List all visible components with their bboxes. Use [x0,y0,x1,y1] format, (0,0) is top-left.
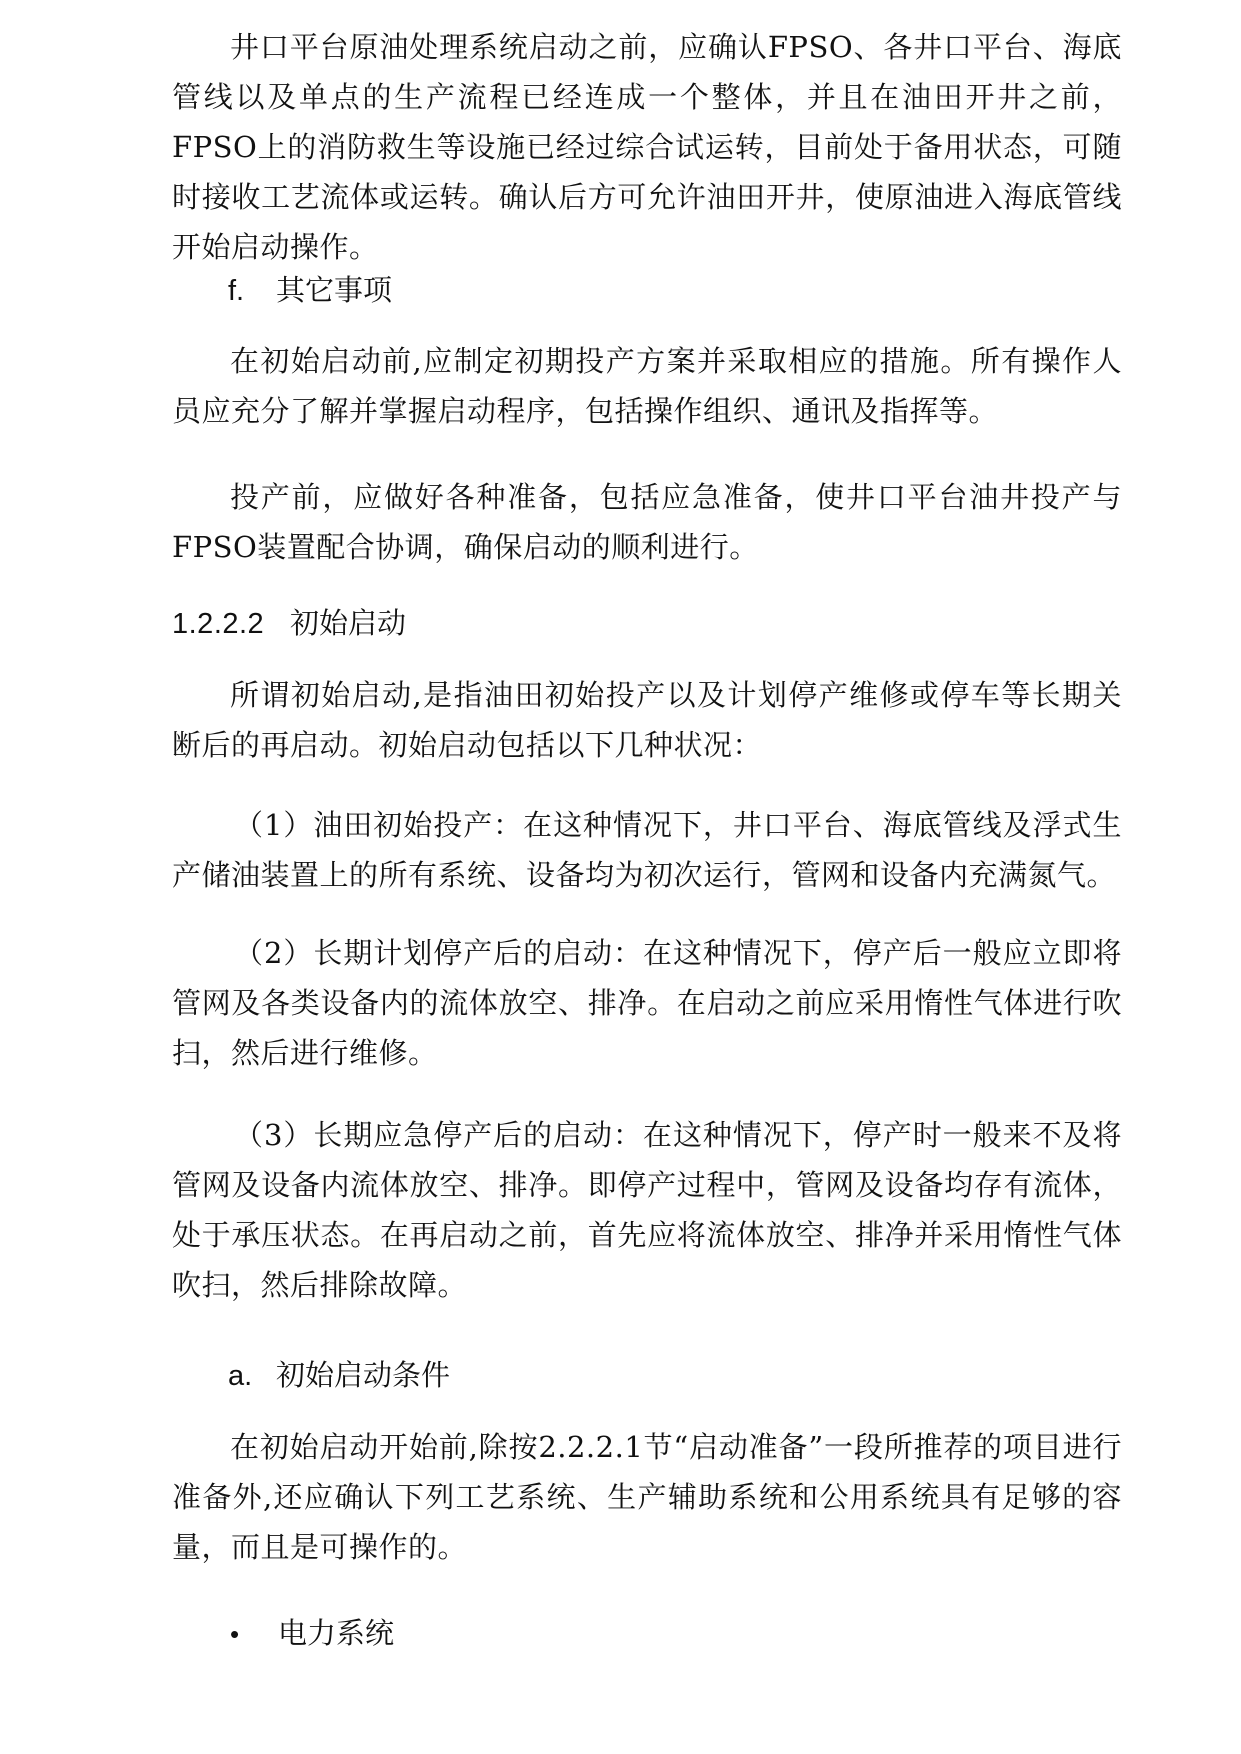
subheading-title: 初始启动条件 [276,1358,451,1392]
paragraph-initial-startup-definition: 所谓初始启动,是指油田初始投产以及计划停产维修或停车等长期关断后的再启动。初始启动包括以下几种状况： [172,678,1122,762]
list-item-1: （1）油田初始投产：在这种情况下，井口平台、海底管线及浮式生产储油装置上的所有系统、设备均为初次运行，管网和设备内充满氮气。 [172,808,1122,892]
section-number: 1.2.2.2 [172,608,265,640]
section-title: 初始启动 [290,606,407,640]
paragraph-startup-confirmation: 井口平台原油处理系统启动之前，应确认FPSO、各井口平台、海底管线以及单点的生产流程已经连成一个整体，并且在油田开井之前，FPSO上的消防救生等设施已经过综合试运转，目前处于备用状态，可随时接收工艺流体或运转。确认后方可允许油田开井，使原油进入海底管线开始启动操作。 [172,30,1122,264]
subheading-startup-conditions [228,1350,450,1401]
paragraph-startup-requirements: 在初始启动开始前,除按2.2.2.1节“启动准备”一段所推荐的项目进行准备外,还应确认下列工艺系统、生产辅助系统和公用系统具有足够的容量，而且是可操作的。 [172,1430,1122,1564]
bullet-text: 电力系统 [278,1616,395,1650]
list-item-3: （3）长期应急停产后的启动：在这种情况下，停产时一般来不及将管网及设备内流体放空、排净。即停产过程中，管网及设备均存有流体，处于承压状态。在再启动之前，首先应将流体放空、排净并采用惰性气体吹扫，然后排除故障。 [172,1118,1122,1302]
subheading-marker: a. [228,1360,253,1392]
paragraph-initial-plan: 在初始启动前,应制定初期投产方案并采取相应的措施。所有操作人员应充分了解并掌握启动程序，包括操作组织、通讯及指挥等。 [172,344,1122,428]
subheading-title: 其它事项 [276,273,393,307]
section-heading-1222 [172,598,406,649]
subheading-other-matters [228,265,392,316]
list-item-2: （2）长期计划停产后的启动：在这种情况下，停产后一般应立即将管网及各类设备内的流体放空、排净。在启动之前应采用惰性气体进行吹扫，然后进行维修。 [172,936,1122,1070]
subheading-marker: f. [228,275,245,307]
bullet-item-power-system [230,1608,394,1659]
bullet-marker: • [230,1619,240,1649]
paragraph-preparation: 投产前，应做好各种准备，包括应急准备，使井口平台油井投产与FPSO装置配合协调，确保启动的顺利进行。 [172,480,1122,564]
